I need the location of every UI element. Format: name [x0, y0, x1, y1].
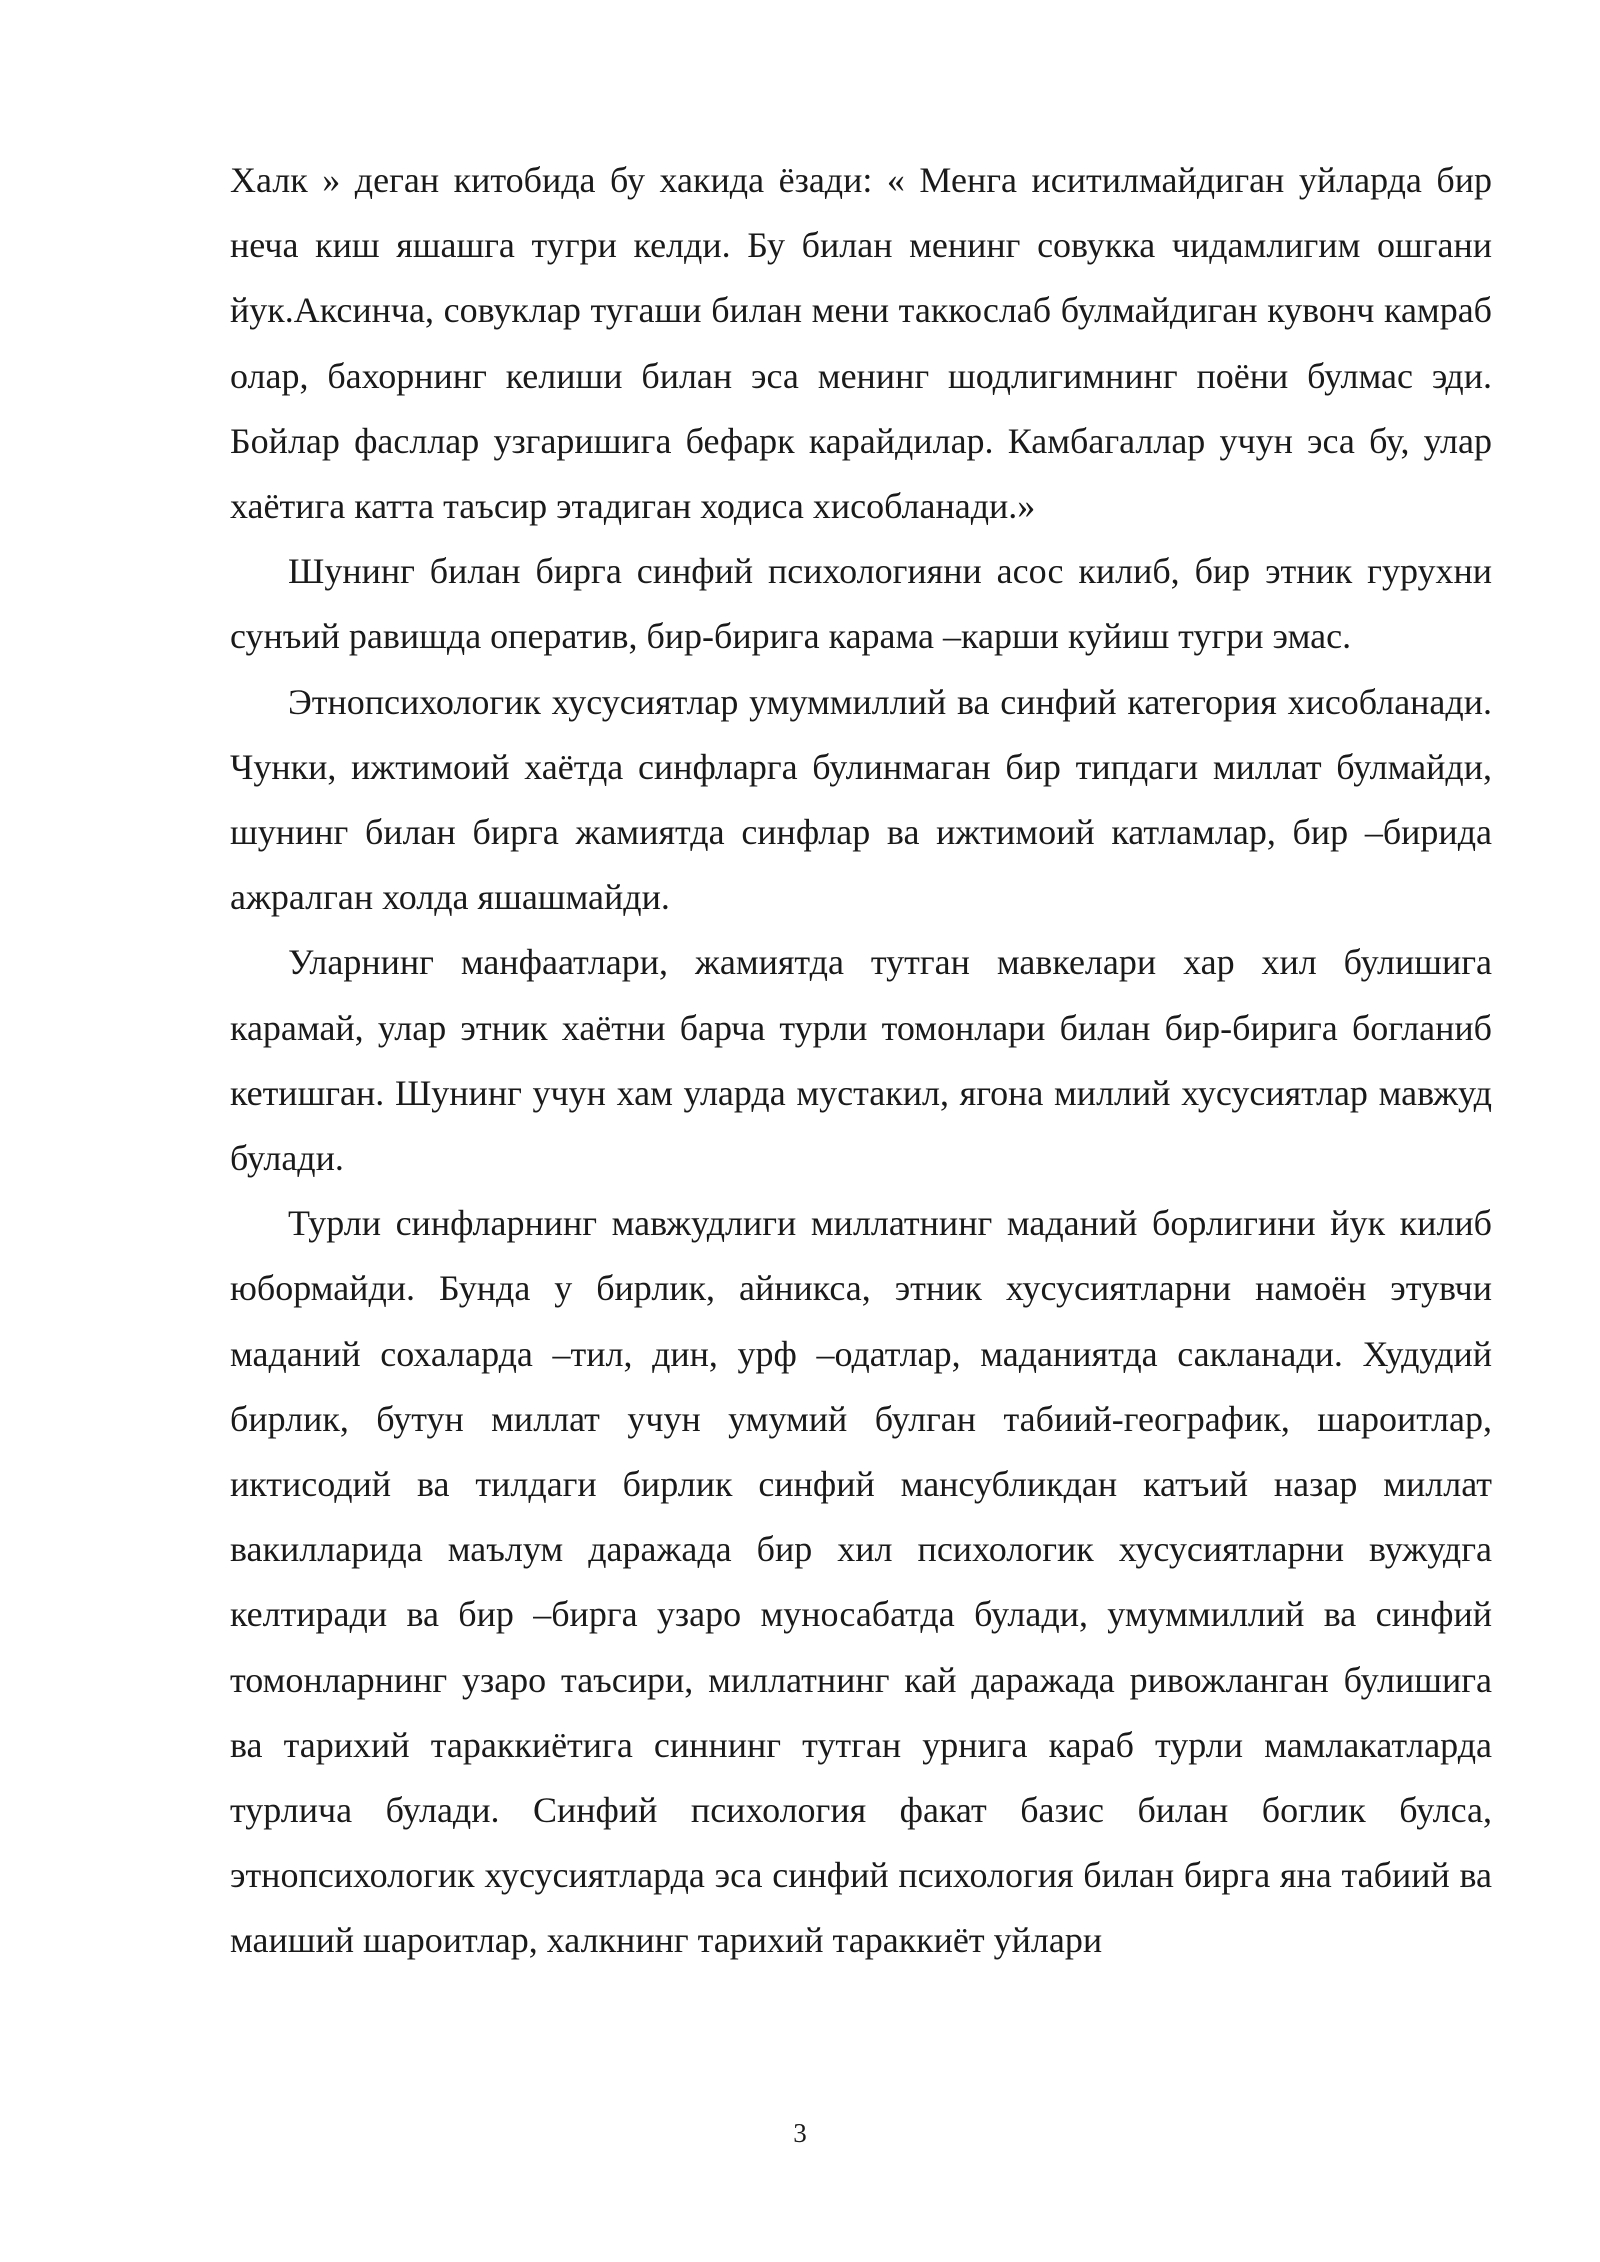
document-body — [230, 148, 1492, 1974]
paragraph-2: Шунинг билан бирга синфий психологияни асос килиб, бир этник гурухни сунъий равишда оператив, бир-бирига карама –карши куйиш тугри эмас. — [230, 551, 1492, 657]
paragraph-5: Турли синфларнинг мавжудлиги миллатнинг маданий борлигини йук килиб юбормайди. Бунда у бирлик, айникса, этник хусусиятларни намоён этувчи маданий сохаларда –тил, дин, урф –одатлар, маданиятда сакланади. Худудий бирлик, бутун миллат учун умумий булган табиий-географик, шароитлар, иктисодий ва тилдаги бирлик синфий мансубликдан катъий назар миллат вакилларида маълум даражада бир хил психологик хусусиятларни вужудга келтиради ва бир –бирга узаро муносабатда булади, умуммиллий ва синфий томонларнинг узаро таъсири, миллатнинг кай даражада ривожланган булишига ва тарихий тараккиётига синнинг тутган урнига караб турли мамлакатларда турлича булади. Синфий психология факат базис билан боглик булса, этнопсихологик хусусиятларда эса синфий психология билан бирга яна табиий ва маиший шароитлар, халкнинг тарихий тараккиёт уйлари — [230, 1203, 1492, 1961]
paragraph-3: Этнопсихологик хусусиятлар умуммиллий ва синфий категория хисобланади. Чунки, ижтимоий хаётда синфларга булинмаган бир типдаги миллат булмайди, шунинг билан бирга жамиятда синфлар ва ижтимоий катламлар, бир –бирида ажралган холда яшашмайди. — [230, 681, 1492, 918]
paragraph-1: Халк » деган китобида бу хакида ёзади: « Менга иситилмайдиган уйларда бир неча киш яшашга тугри келди. Бу билан менинг совукка чидамлигим ошгани йук.Аксинча, совуклар тугаши билан мени таккослаб булмайдиган кувонч камраб олар, бахорнинг келиши билан эса менинг шодлигимнинг поёни булмас эди. Бойлар фасллар узгаришига бефарк карайдилар. Камбагаллар учун эса бу, улар хаётига катта таъсир этадиган ходиса хисобланади.» — [230, 160, 1492, 527]
paragraph-4: Уларнинг манфаатлари, жамиятда тутган мавкелари хар хил булишига карамай, улар этник хаётни барча турли томонлари билан бир-бирига богланиб кетишган. Шунинг учун хам уларда мустакил, ягона миллий хусусиятлар мавжуд булади. — [230, 942, 1492, 1179]
page-number: 3 — [793, 2118, 807, 2148]
